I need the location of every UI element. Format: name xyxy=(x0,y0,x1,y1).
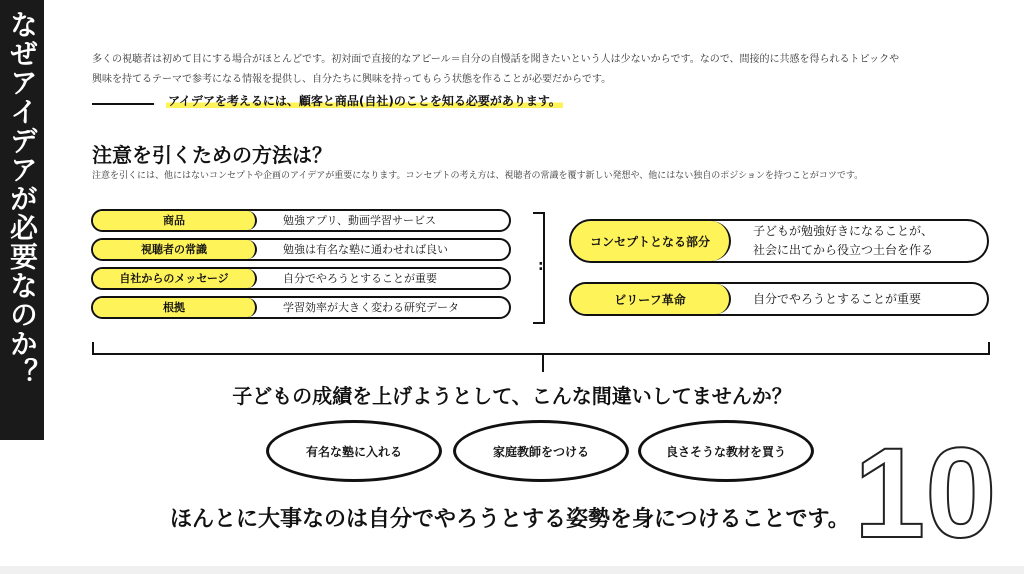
left-item-label: 視聴者の常識 xyxy=(93,240,257,259)
right-item-value: 子どもが勉強好きになることが、 社会に出てから役立つ土台を作る xyxy=(753,224,934,257)
section-description: 注意を引くには、他にはないコンセプトや企画のアイデアが重要になります。コンセプトの考え方は、視聴者の常識を覆す新しい発想や、他にはない独自のポジションを持つことがコツです。 xyxy=(92,171,864,181)
left-item-message xyxy=(91,267,511,290)
left-item-label: 自社からのメッセージ xyxy=(93,269,257,288)
left-item-label: 商品 xyxy=(93,211,257,230)
right-item-belief xyxy=(569,282,989,316)
page-number: 10 xyxy=(854,422,997,565)
left-item-value: 勉強は有名な塾に通わせれば良い xyxy=(283,243,448,256)
right-item-value: 自分でやろうとすることが重要 xyxy=(753,291,922,306)
right-item-concept xyxy=(569,219,989,263)
mistake-item: 良さそうな教材を買う xyxy=(638,420,814,482)
mistake-item: 家庭教師をつける xyxy=(453,420,629,482)
intro-line-2: 興味を持てるテーマで参考になる情報を提供し、自分たちに興味を持ってもらう状態を作ることが必要だからです。 xyxy=(92,74,612,85)
conclusion-text: ほんとに大事なのは自分でやろうとする姿勢を身につけることです。 xyxy=(170,507,850,532)
question-heading: 子どもの成績を上げようとして、こんな間違いしてませんか？ xyxy=(232,384,792,408)
left-item-value: 自分でやろうとすることが重要 xyxy=(283,272,437,285)
right-item-label: ビリーフ革命 xyxy=(571,284,731,314)
summary-bracket xyxy=(92,342,990,355)
highlight-rule xyxy=(92,103,154,105)
intro-text xyxy=(92,50,962,90)
section-title: 注意を引くための方法は？ xyxy=(92,143,332,167)
left-item-value: 勉強アプリ、動画学習サービス xyxy=(283,214,437,227)
left-item-common-sense xyxy=(91,238,511,261)
side-title: なぜアイデアが必要なのか？ xyxy=(6,10,39,387)
right-item-label: コンセプトとなる部分 xyxy=(571,221,731,261)
footer-bar xyxy=(0,566,1024,574)
left-item-evidence xyxy=(91,296,511,319)
mistake-item: 有名な塾に入れる xyxy=(266,420,442,482)
highlight-text: アイデアを考えるには、顧客と商品(自社)のことを知る必要があります。 xyxy=(168,94,561,108)
left-item-value: 学習効率が大きく変わる研究データ xyxy=(283,301,459,314)
summary-bracket-tick xyxy=(542,354,544,372)
left-item-label: 根拠 xyxy=(93,298,257,317)
left-item-product xyxy=(91,209,511,232)
intro-line-1: 多くの視聴者は初めて目にする場合がほとんどです。初対面で直接的なアピール＝自分の自慢話を聞きたいという人は少ないからです。なので、間接的に共感を得られるトピックや xyxy=(92,54,900,65)
colon-separator: : xyxy=(538,258,544,274)
highlight-statement xyxy=(166,92,563,109)
